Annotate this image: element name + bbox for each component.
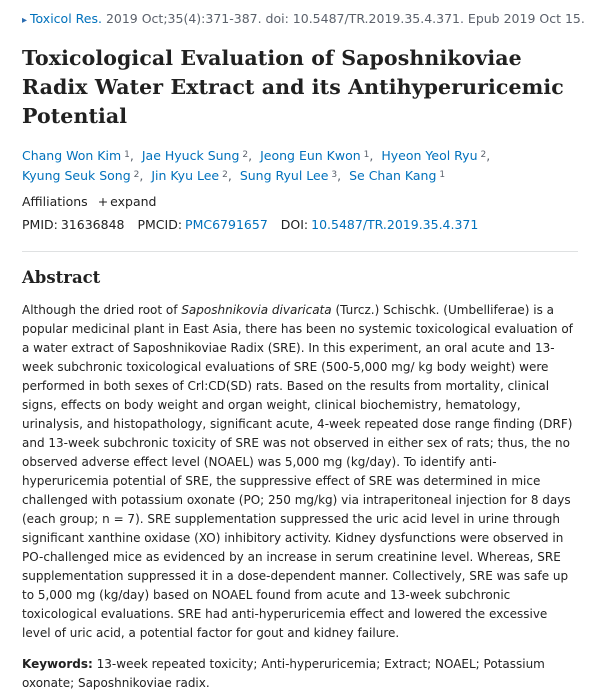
author-link: Hyeon Yeol Ryu $^2$, bbox=[381, 148, 491, 163]
abstract-text: Although the dried root of Saposhnikovia divaricata (Turcz.) Schischk. (Umbelliferae) is a popular medicinal plant in East Asia, there has been no systemic toxicological evaluation of a water extract of Saposhnikoviae Radix (SRE). In this experiment, an oral acute and 13-week subchronic toxicological evaluations of SRE (500-5,000 mg/ kg body weight) were performed in both sexes of Crl:CD(SD) rats. Based on the results from mortality, clinical signs, effects on body weight and organ weight, clinical biochemistry, hematology, urinalysis, and histopathology, significant acute, 4-week repeated dose range finding (DRF) and 13-week subchronic toxicity of SRE was not observed in either sex of rats; thus, the no observed adverse effect level (NOAEL) was 5,000 mg (kg/day). To identify anti-hyperuricemia potential of SRE, the suppressive effect of SRE was determined in mice challenged with potassium oxonate (PO; 250 mg/kg) via intraperitoneal injection for 8 days (each group; n = 7). SRE supplementation suppressed the uric acid level in urine through significant xanthine oxidase (XO) inhibitory activity. Kidney dysfunctions were observed in PO-challenged mice as evidenced by an increase in serum creatinine level. Whereas, SRE supplementation suppressed it in a dose-dependent manner. Collectively, SRE was safe up to 5,000 mg (kg/day) based on NOAEL found from acute and 13-week subchronic toxicological evaluations. SRE had anti-hyperuricemia effect and lowered the excessive level of uric acid, a potential factor for gout and kidney failure. bbox=[22, 303, 573, 640]
citation-line bbox=[22, 11, 585, 29]
pmid-value: 31636848 bbox=[60, 217, 125, 232]
article-title: Toxicological Evaluation of Saposhnikoviae Radix Water Extract and its Antihyperuricemic Potential bbox=[22, 46, 564, 128]
author-name[interactable]: Sung Ryul Lee bbox=[239, 168, 329, 183]
author-link: Kyung Seuk Song $^2$, bbox=[22, 168, 144, 183]
doi-link[interactable]: 10.5487/TR.2019.35.4.371 bbox=[311, 217, 479, 232]
section-divider bbox=[22, 251, 578, 252]
author-name[interactable]: Chang Won Kim bbox=[22, 148, 122, 163]
affiliation-number[interactable]: 2 bbox=[480, 150, 487, 160]
plus-icon: + bbox=[97, 194, 109, 209]
author-name[interactable]: Kyung Seuk Song bbox=[22, 168, 131, 183]
affiliation-number[interactable]: 2 bbox=[133, 170, 140, 180]
affiliations-label: Affiliations bbox=[22, 194, 88, 209]
affiliation-number[interactable]: 1 bbox=[124, 150, 130, 160]
author-link: Chang Won Kim $^1$, bbox=[22, 148, 134, 163]
doi-label: DOI: bbox=[280, 217, 309, 232]
author-link bbox=[349, 168, 445, 183]
affiliation-number[interactable]: 2 bbox=[242, 150, 249, 160]
affiliations-toggle[interactable] bbox=[22, 194, 578, 210]
keywords bbox=[22, 655, 578, 693]
expand-label: expand bbox=[110, 194, 157, 209]
author-link: Jeong Eun Kwon $^1$, bbox=[260, 148, 374, 163]
identifiers-row bbox=[22, 217, 578, 233]
author-name[interactable]: Jin Kyu Lee bbox=[151, 168, 220, 183]
pmid-label: PMID: bbox=[22, 217, 58, 232]
journal-link[interactable]: Toxicol Res. bbox=[30, 11, 102, 26]
abstract-heading: Abstract bbox=[22, 268, 101, 287]
affiliation-number[interactable]: 2 bbox=[222, 170, 228, 180]
author-list bbox=[22, 146, 578, 186]
author-link: Sung Ryul Lee $^3$, bbox=[239, 168, 342, 183]
author-name[interactable]: Jeong Eun Kwon bbox=[260, 148, 361, 163]
citation-details: 2019 Oct;35(4):371-387. doi: 10.5487/TR.2019.35.4.371. Epub 2019 Oct 15. bbox=[105, 11, 585, 26]
affiliation-number[interactable]: 1 bbox=[363, 150, 370, 160]
chevron-right-icon: ▸ bbox=[22, 15, 28, 26]
pmcid-label: PMCID: bbox=[137, 217, 183, 232]
keywords-text: 13-week repeated toxicity; Anti-hyperuricemia; Extract; NOAEL; Potassium oxonate; Saposhnikoviae radix. bbox=[22, 657, 545, 690]
author-name[interactable]: Hyeon Yeol Ryu bbox=[381, 148, 478, 163]
affiliation-number[interactable]: 3 bbox=[331, 170, 338, 180]
affiliation-number[interactable]: 1 bbox=[439, 170, 446, 180]
keywords-label: Keywords: bbox=[22, 657, 93, 671]
pmcid-link[interactable]: PMC6791657 bbox=[185, 217, 268, 232]
author-name[interactable]: Jae Hyuck Sung bbox=[141, 148, 240, 163]
species-name: Saposhnikovia divaricata bbox=[181, 303, 332, 317]
author-name[interactable]: Se Chan Kang bbox=[349, 168, 437, 183]
author-link: Jae Hyuck Sung $^2$, bbox=[141, 148, 253, 163]
author-link: Jin Kyu Lee $^2$, bbox=[151, 168, 232, 183]
